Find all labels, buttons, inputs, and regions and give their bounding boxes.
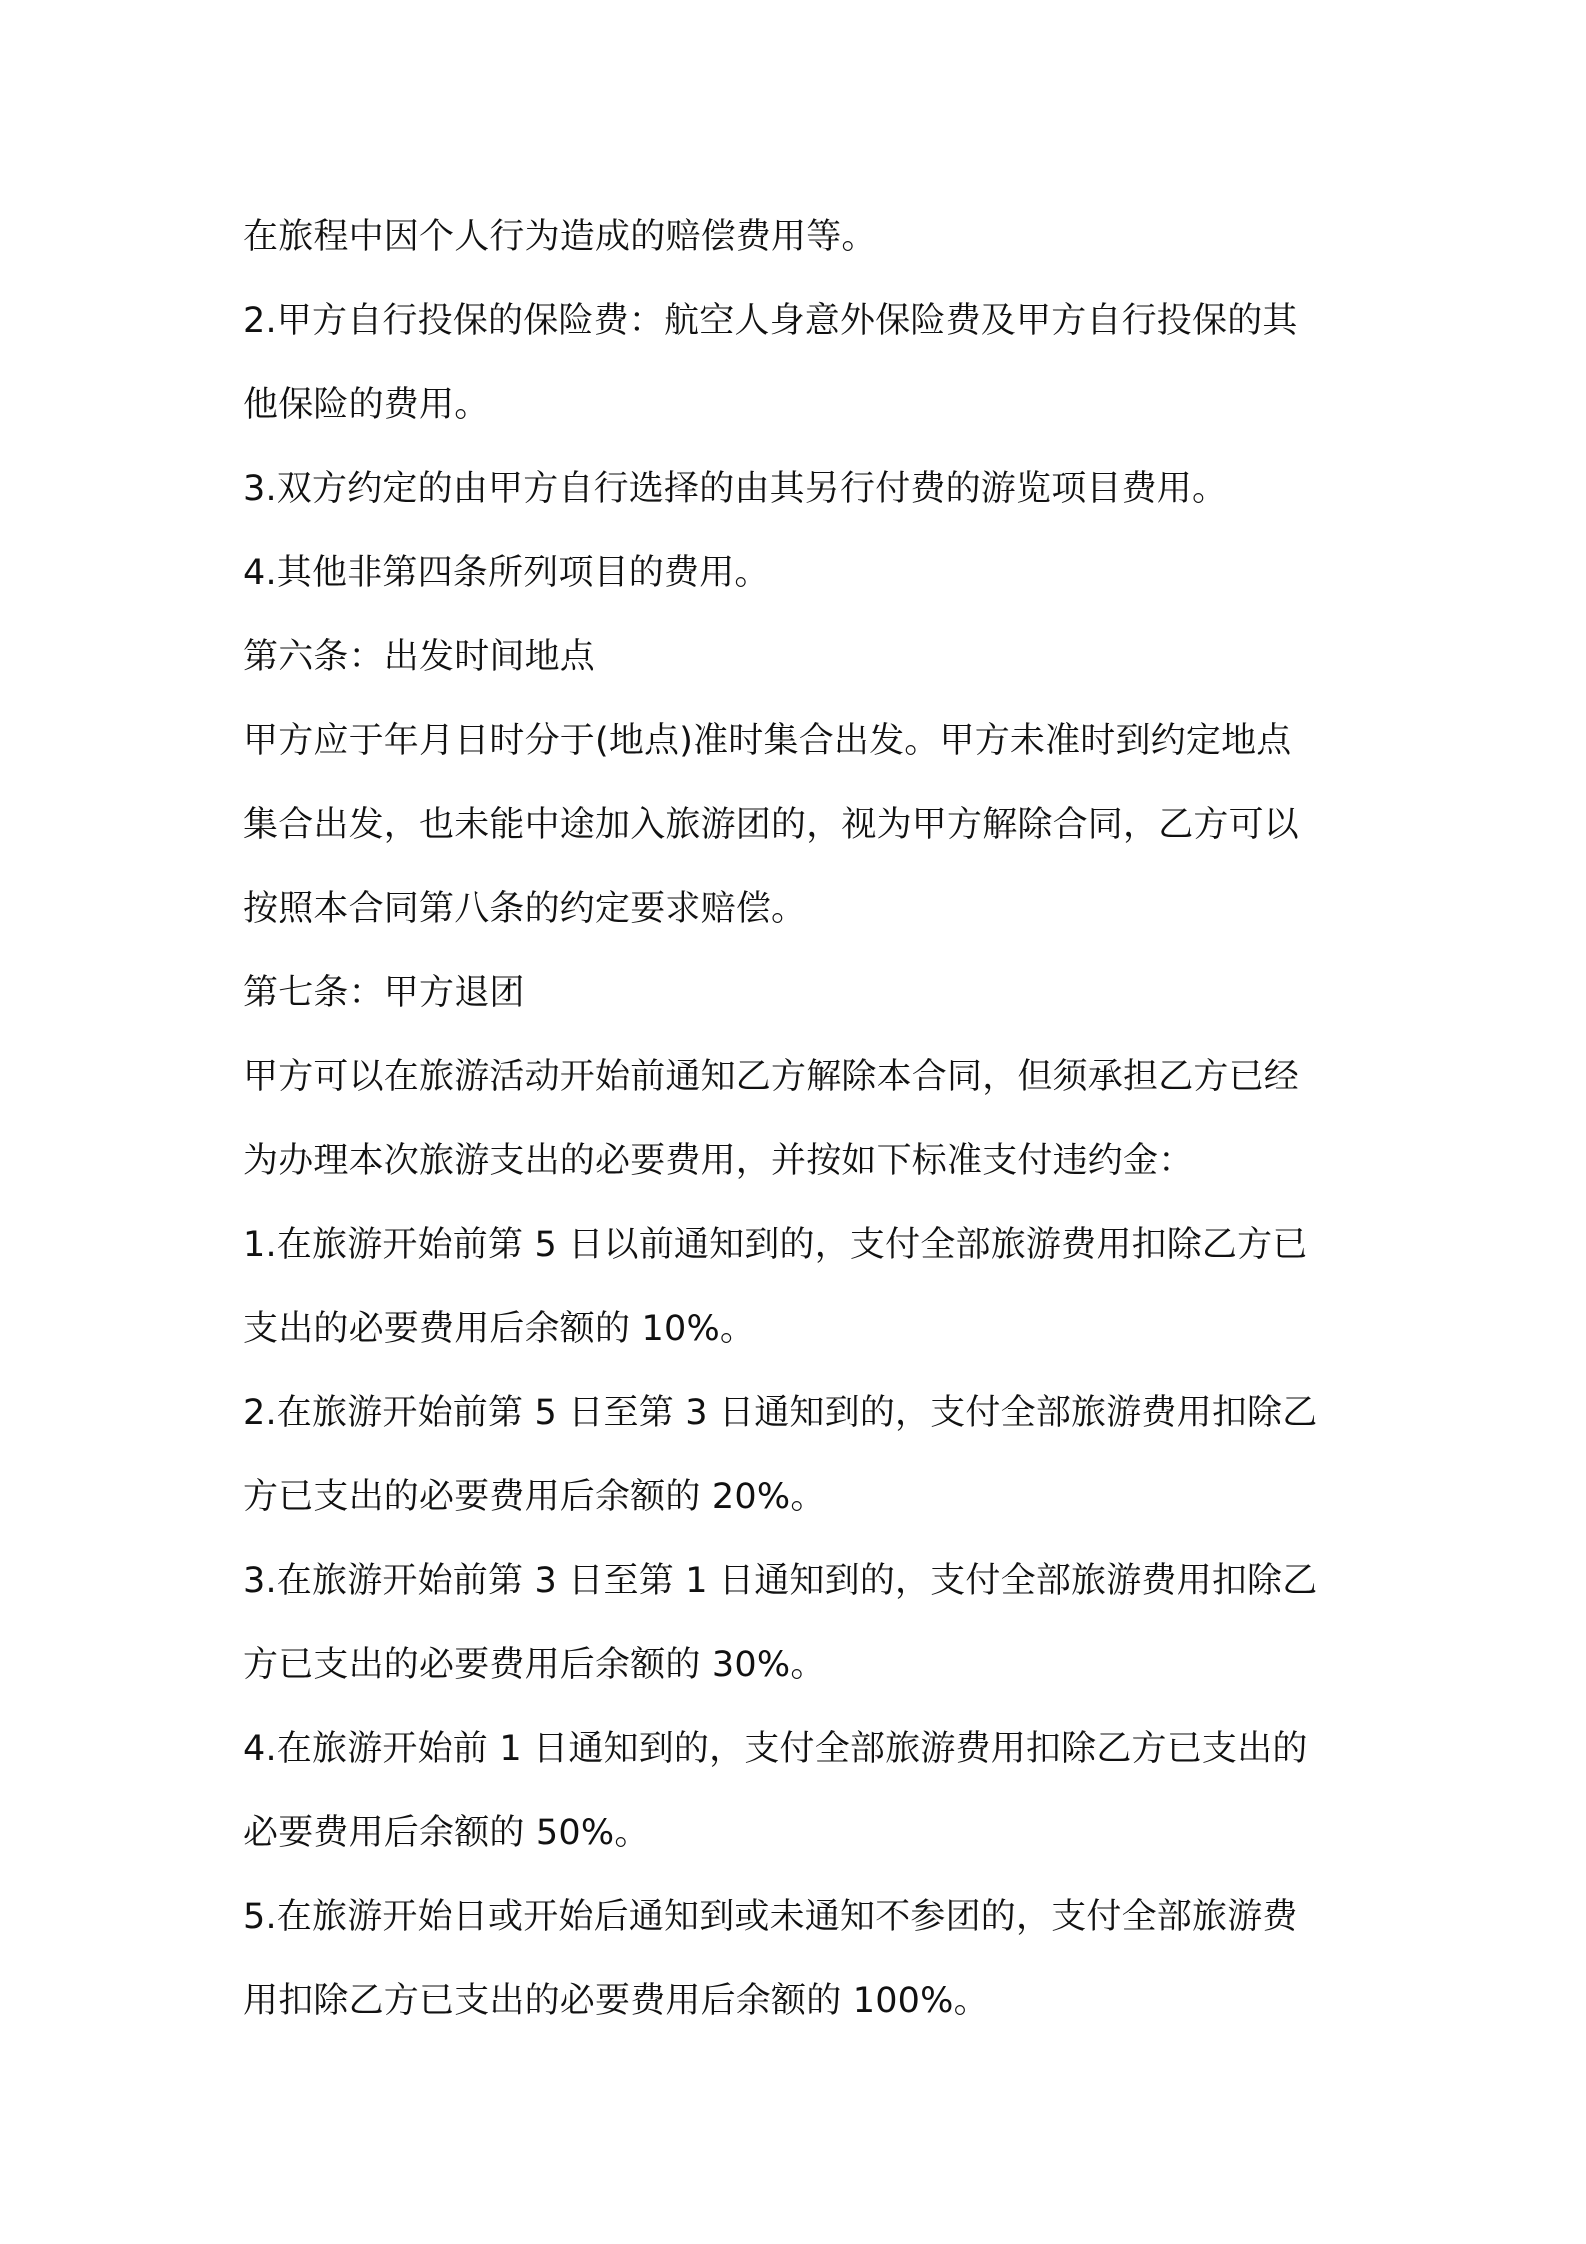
text-line: 支出的必要费用后余额的 10%。 (243, 1309, 756, 1349)
text-line: 2.在旅游开始前第 5 日至第 3 日通知到的，支付全部旅游费用扣除乙 (243, 1393, 1318, 1433)
text-line: 在旅程中因个人行为造成的赔偿费用等。 (243, 217, 877, 257)
text-line: 为办理本次旅游支出的必要费用，并按如下标准支付违约金： (243, 1141, 1194, 1181)
text-line: 2.甲方自行投保的保险费：航空人身意外保险费及甲方自行投保的其 (243, 301, 1298, 341)
text-line: 方已支出的必要费用后余额的 30%。 (243, 1645, 826, 1685)
text-line: 按照本合同第八条的约定要求赔偿。 (243, 889, 807, 929)
text-line: 集合出发，也未能中途加入旅游团的，视为甲方解除合同，乙方可以 (243, 805, 1300, 845)
section-heading: 第六条：出发时间地点 (243, 637, 596, 677)
section-heading: 第七条：甲方退团 (243, 973, 525, 1013)
text-line: 4.其他非第四条所列项目的费用。 (243, 553, 770, 593)
text-line: 4.在旅游开始前 1 日通知到的，支付全部旅游费用扣除乙方已支出的 (243, 1729, 1308, 1769)
text-line: 3.双方约定的由甲方自行选择的由其另行付费的游览项目费用。 (243, 469, 1228, 509)
text-line: 方已支出的必要费用后余额的 20%。 (243, 1477, 826, 1517)
text-line: 5.在旅游开始日或开始后通知到或未通知不参团的，支付全部旅游费 (243, 1897, 1298, 1937)
text-line: 必要费用后余额的 50%。 (243, 1813, 650, 1853)
text-line: 1.在旅游开始前第 5 日以前通知到的，支付全部旅游费用扣除乙方已 (243, 1225, 1308, 1265)
text-line: 用扣除乙方已支出的必要费用后余额的 100%。 (243, 1981, 989, 2021)
text-line: 甲方应于年月日时分于(地点)准时集合出发。甲方未准时到约定地点 (243, 721, 1292, 761)
document-body (243, 195, 1363, 2043)
text-line: 甲方可以在旅游活动开始前通知乙方解除本合同，但须承担乙方已经 (243, 1057, 1300, 1097)
text-line: 他保险的费用。 (243, 385, 490, 425)
text-line: 3.在旅游开始前第 3 日至第 1 日通知到的，支付全部旅游费用扣除乙 (243, 1561, 1318, 1601)
